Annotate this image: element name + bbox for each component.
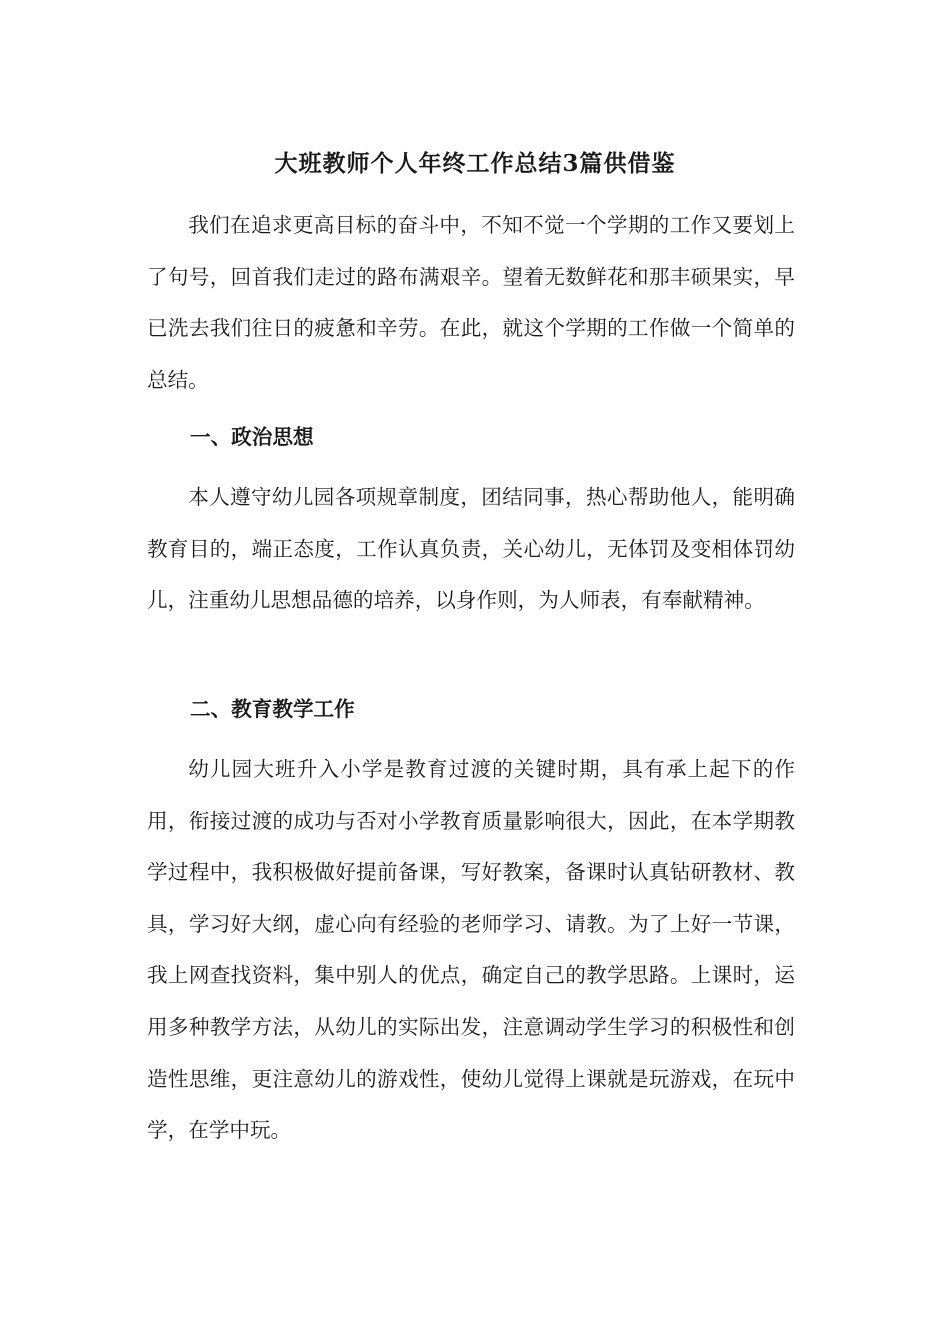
section-heading-teaching: 二、教育教学工作: [190, 697, 355, 721]
intro-paragraph: 我们在追求更高目标的奋斗中，不知不觉一个学期的工作又要划上了句号，回首我们走过的路布满艰辛。望着无数鲜花和那丰硕果实，早已洗去我们往日的疲惫和辛劳。在此，就这个学期的工作做一个简单的总结。: [147, 213, 795, 392]
teaching-paragraph: 幼儿园大班升入小学是教育过渡的关键时期，具有承上起下的作用，衔接过渡的成功与否对小学教育质量影响很大，因此，在本学期教学过程中，我积极做好提前备课，写好教案，备课时认真钻研教材、教具，学习好大纲，虚心向有经验的老师学习、请教。为了上好一节课，我上网查找资料，集中别人的优点，确定自己的教学思路。上课时，运用多种教学方法，从幼儿的实际出发，注意调动学生学习的积极性和创造性思维，更注意幼儿的游戏性，使幼儿觉得上课就是玩游戏，在玩中学，在学中玩。: [147, 757, 795, 1143]
section-heading-political: 一、政治思想: [190, 425, 314, 449]
document-title: 大班教师个人年终工作总结3篇供借鉴: [274, 150, 676, 177]
political-paragraph: 本人遵守幼儿园各项规章制度，团结同事，热心帮助他人，能明确教育目的，端正态度，工作认真负责，关心幼儿，无体罚及变相体罚幼儿，注重幼儿思想品德的培养，以身作则，为人师表，有奉献精神。: [147, 485, 795, 613]
